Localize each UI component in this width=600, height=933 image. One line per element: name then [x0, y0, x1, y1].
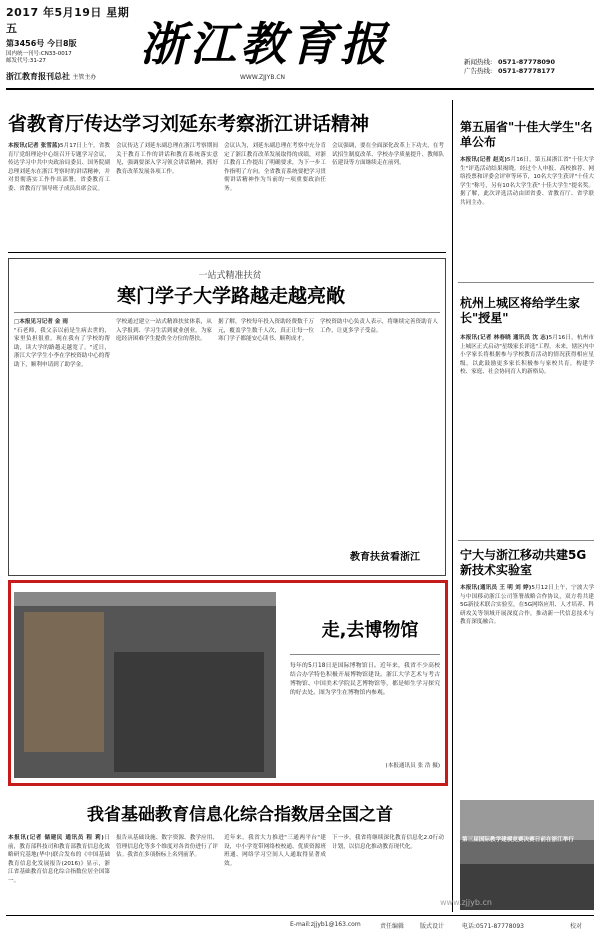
masthead [0, 0, 600, 92]
lead-col-4: 会议强调，要在全面深化改革上下功夫，在考试招生制度改革、学校办学质量提升、教师队伍建设等方面继续走在前列。 [332, 143, 444, 167]
website-url[interactable]: WWW.ZJJYB.CN [240, 74, 286, 81]
museum-caption: 每年的5月18日是国际博物馆日。近年来，我省不少高校结合办学特色积极开展博物馆建设。浙江大学艺术与考古博物馆、中国美术学院民艺博物馆等，都是师生学习探究的好去处。图为学生在博物馆内参观。 [290, 663, 440, 696]
side3-headline: 宁大与浙江移动共建5G新技术实验室 [460, 548, 587, 577]
feature-head-rule [14, 312, 440, 313]
feature-col-1 [14, 318, 110, 570]
ad-hotline: 0571-87778177 [498, 67, 555, 76]
news-hotline: 0571-87778090 [498, 58, 555, 66]
bottom-headline: 我省基础教育信息化综合指数居全国之首 [87, 805, 393, 825]
feature-col-2: 学校通过建立一站式精准扶贫体系，从入学报到、学习生活到就业创业，为家庭经济困难学生提供全方位的帮扶。 [116, 319, 212, 343]
feature-byline: □本报见习记者 金 雨 [14, 319, 68, 325]
lead-col-2: 会议传达了刘延东副总理在浙江考察期间关于教育工作的讲话和教育系统落实意见，强调要深入学习领会讲话精神，抓好教育改革发展各项工作。 [116, 143, 218, 175]
footer-editor: 责任编辑 [380, 923, 405, 930]
side2-text: 5月16日，杭州市上城区正式启动"星级家长评选"工程。未来，辖区内中小学家长将根据参与学校教育活动的情况获得相应星级，以此鼓励更多家长积极参与家校共育，构建学校、家庭、社会协同育人的新格局。 [460, 335, 594, 376]
feature-headline: 寒门学子大学路越走越亮敞 [116, 285, 345, 307]
museum-photo-lights [14, 592, 276, 606]
footer-phone: 电话:0571-87778093 [462, 923, 524, 930]
sidebar-divider [452, 100, 453, 912]
side3-photo-stage [460, 800, 594, 840]
footer-rule [6, 915, 594, 916]
footer-design: 版式设计 [420, 923, 445, 930]
masthead-rule [6, 88, 594, 90]
footer-proof: 校对 [570, 923, 583, 930]
side1-headline: 第五届省"十佳大学生"名单公布 [460, 120, 593, 149]
museum-credit: (本报通讯员 张 浩 摄) [385, 763, 440, 769]
museum-photo-visitors [114, 652, 264, 772]
side1-text: 5月16日，第五届浙江省"十佳大学生"评选活动结果揭晓。经过个人申报、高校推荐、网络投票和评委会评审等环节，10名大学生获评"十佳大学生"称号，另有10名大学生获"十佳大学生"提名奖。据了解，此次评选活动由团省委、省教育厅、省学联共同主办。 [460, 157, 594, 206]
side2-headline: 杭州上城区将给学生家长"授星" [460, 296, 581, 325]
feature-col-3: 据了解，学校每年投入资助经费数千万元，覆盖学生数千人次，真正让每一位寒门学子都能安心读书、顺利成才。 [218, 319, 314, 343]
footer-email[interactable]: E-mail:zjjyb1@163.com [290, 921, 361, 928]
bottom-col-2: 报告从基础设施、数字资源、教学应用、管理信息化等多个维度对各省份进行了评估。我省在多项指标上名列前茅。 [116, 835, 218, 859]
feature-body-1: "石老师，我父亲以前是生病去世的，家里负担很重。现在我有了学校的帮助，读大学的路越走越宽了。"近日，浙江大学学生小李在学校资助中心的帮助下，顺利申请到了助学金。 [14, 327, 110, 368]
publisher-name: 浙江教育报刊总社 [6, 72, 70, 82]
museum-headline: 走,去博物馆 [321, 620, 419, 641]
bottom-col-3: 近年来，我省大力推进"三通两平台"建设，中小学宽带网络校校通、优质资源班班通、网络学习空间人人通取得显著成效。 [224, 835, 326, 867]
lead-col-1 [8, 142, 110, 248]
side2-body [460, 334, 594, 536]
newspaper-title: 浙江教育报 [140, 17, 390, 71]
issue-date: 2017 年5月19日 星期五 [6, 6, 130, 35]
side1-byline: 本报讯(记者 赵克) [460, 157, 507, 163]
side3-text: 5月12日上午，宁波大学与中国移动浙江公司签署战略合作协议，双方将共建5G新技术联合实验室，在5G网络应用、人才培养、科研攻关等领域开展深度合作，推动新一代信息技术与教育深度融合。 [460, 585, 594, 626]
publisher-role: 主管主办 [72, 74, 97, 82]
lead-col-3: 会议认为，刘延东副总理在考察中充分肯定了浙江教育改革发展取得的成绩，对浙江教育工作提出了明确要求，为下一步工作指明了方向。全省教育系统要把学习贯彻讲话精神作为当前的一项重要政治任务。 [224, 143, 326, 192]
bottom-body-1: 日前，教育部科技司和教育部教育信息化战略研究基地(华中)联合发布的《中国基础教育信息化发展报告(2016)》显示，浙江省基础教育信息化综合指数位居全国第一。 [8, 835, 110, 884]
lead-bottom-rule [8, 252, 446, 253]
side3-body [460, 584, 594, 798]
issue-number: 第3456号 今日8版 [6, 39, 77, 48]
museum-photo [14, 592, 276, 778]
side3-photo-caption: 第三届国际教学建模竞赛决赛日前在浙江举行 [462, 837, 574, 843]
hotlines [464, 58, 555, 76]
lead-body-1: 5月17日上午，省教育厅党组理论中心组召开专题学习会议，传达学习中共中央政治局委员、国务院副总理刘延东在浙江考察时的讲话精神，并对贯彻落实工作作出部署。省委教育工委、省教育厅领导班子成员出席会议。 [8, 143, 110, 192]
watermark: www.zjjyb.cn [440, 898, 492, 907]
lead-byline: 本报讯(记者 张雪蓝) [8, 143, 61, 149]
ad-hotline-label: 广告热线: [464, 67, 493, 76]
bottom-col-4: 下一步，我省将继续深化教育信息化2.0行动计划，以信息化推动教育现代化。 [332, 835, 444, 850]
side3-byline: 本报讯(通讯员 王 明 刘 婷) [460, 585, 532, 591]
feature-col-4: 学校资助中心负责人表示，将继续完善资助育人工作，让更多学子受益。 [320, 319, 438, 334]
bottom-byline: 本报讯(记者 储建民 通讯员 程 莉) [8, 835, 104, 841]
side1-rule [458, 282, 594, 283]
museum-photo-display-case [24, 612, 104, 752]
publisher [6, 71, 134, 82]
masthead-info [6, 4, 134, 82]
side2-byline: 本报讯(记者 林春晓 通讯员 沈 志) [460, 335, 549, 341]
side1-body [460, 156, 594, 274]
footer [0, 918, 600, 933]
news-hotline-label: 新闻热线: [464, 58, 493, 66]
lead-headline: 省教育厅传达学习刘延东考察浙江讲话精神 [8, 113, 370, 135]
bottom-col-1 [8, 834, 110, 912]
museum-head-rule [290, 654, 440, 655]
side2-rule [458, 540, 594, 541]
cn-numbers: 国内统一刊号:CN33-0017 邮发代号:31-27 [6, 51, 72, 65]
feature-stamp: 教育扶贫看浙江 [350, 552, 420, 563]
feature-kicker: 一站式精准扶贫 [198, 271, 262, 281]
